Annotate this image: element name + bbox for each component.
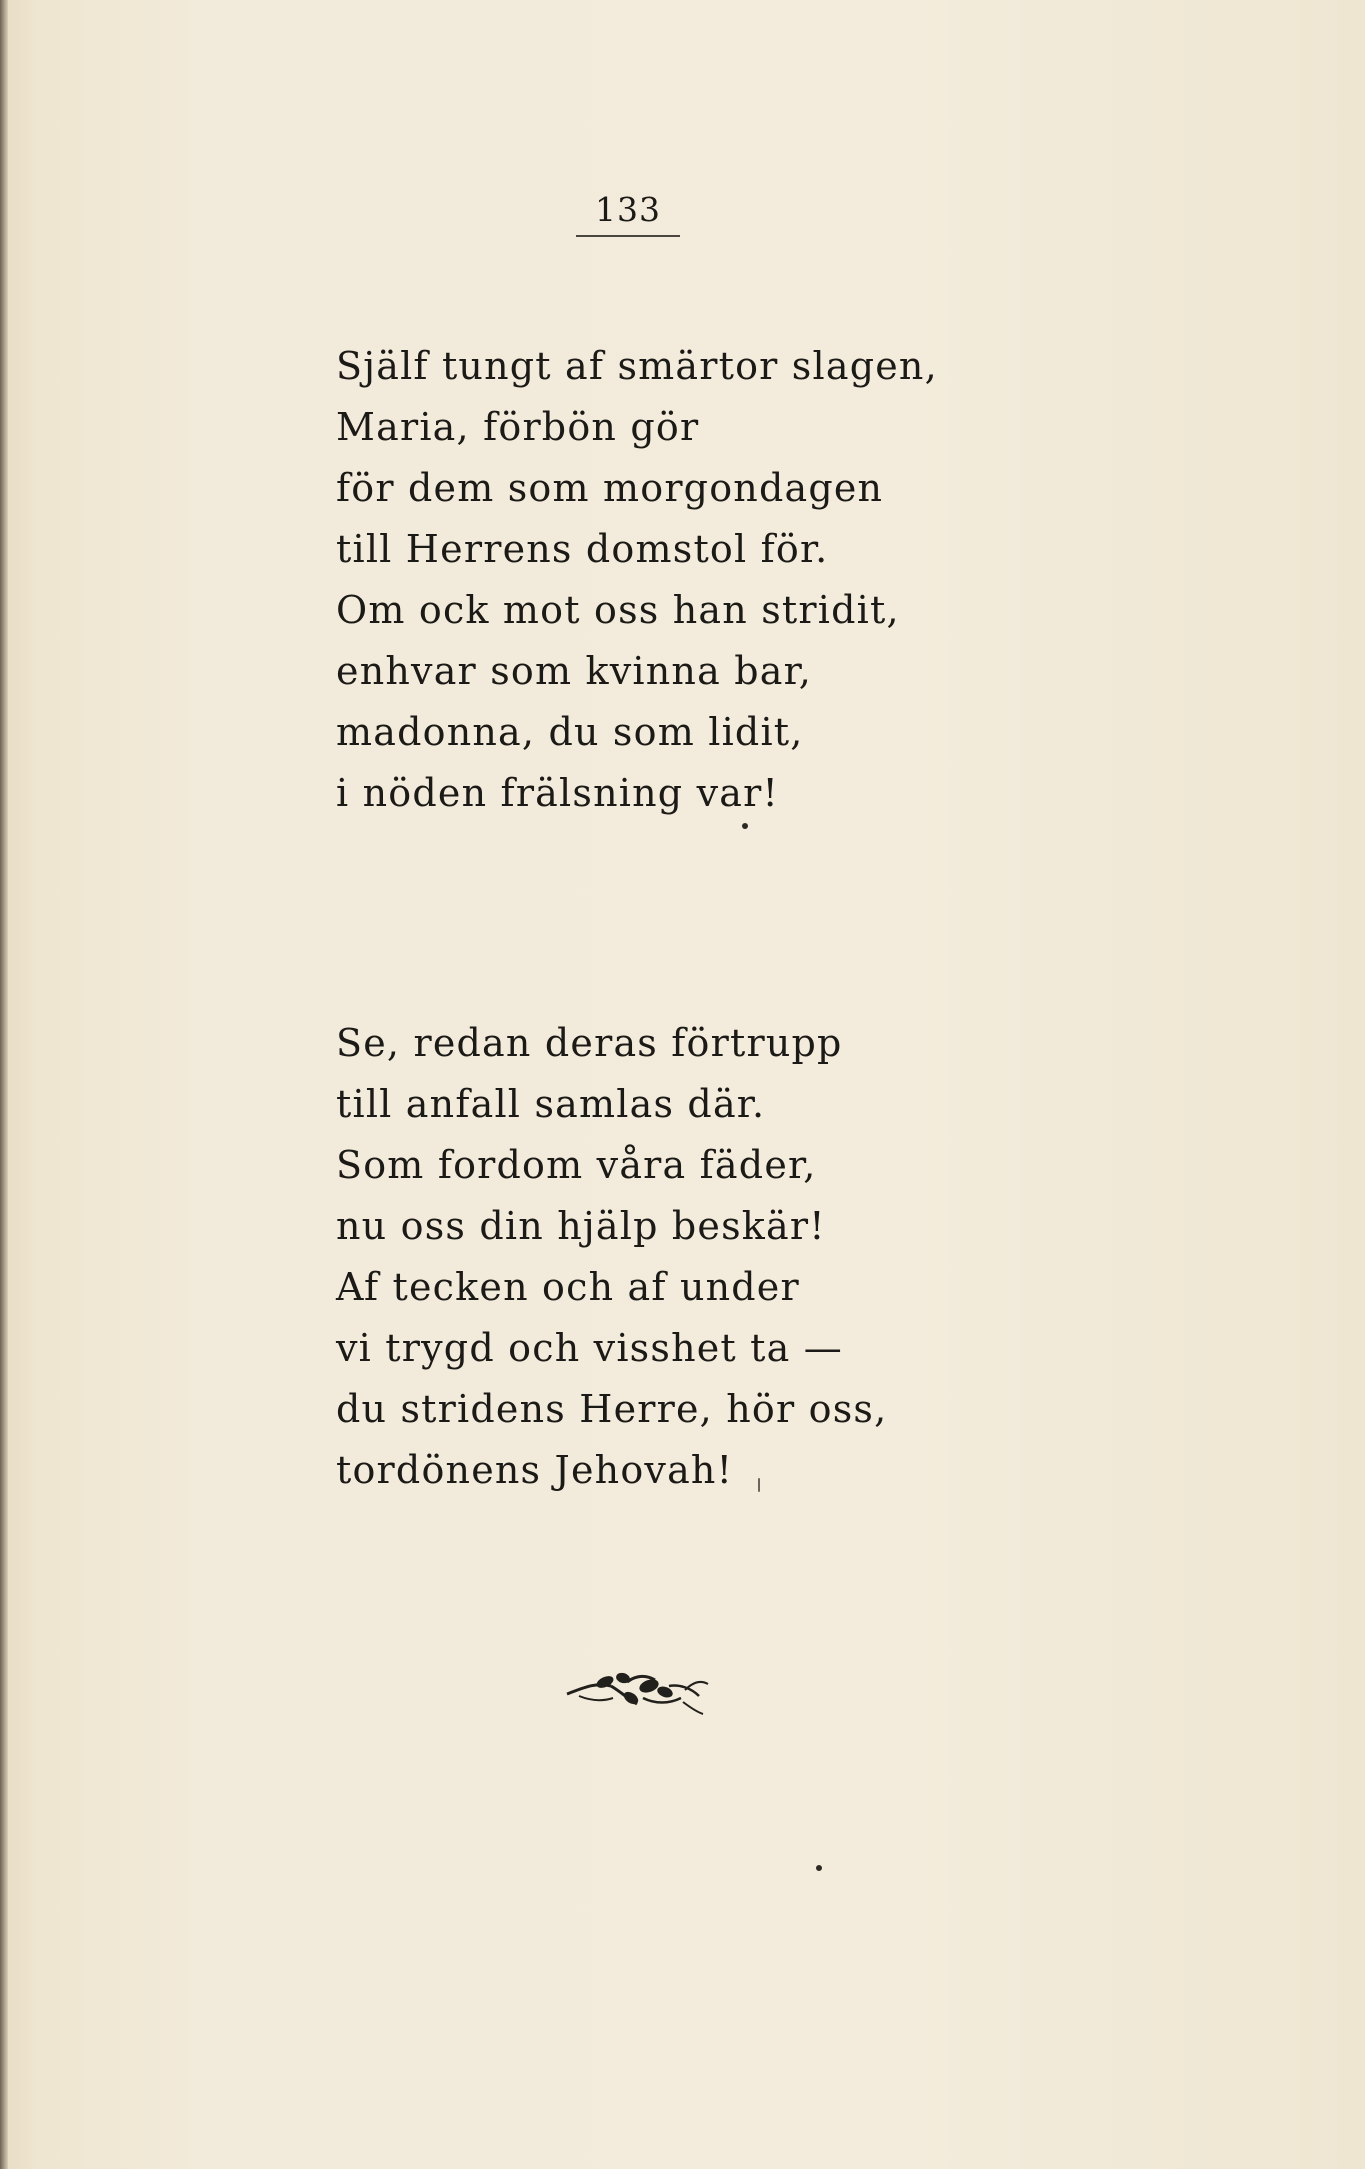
page-number: 133 [595, 190, 661, 229]
verse-line: Om ock mot oss han stridit, [336, 588, 900, 632]
verse-line: till Herrens domstol för. [336, 527, 829, 571]
verse-line: vi trygd och visshet ta — [336, 1326, 843, 1370]
verse-line: enhvar som kvinna bar, [336, 649, 813, 693]
stanza-1 [336, 336, 938, 824]
verse-line: för dem som morgondagen [336, 466, 884, 510]
print-speck [816, 1865, 822, 1871]
verse-line: i nöden frälsning var! [336, 771, 779, 815]
verse-line: Maria, förbön gör [336, 405, 700, 449]
stanza-2 [336, 1013, 887, 1501]
print-speck [758, 1478, 760, 1492]
verse-line: madonna, du som lidit, [336, 710, 804, 754]
verse-line: till anfall samlas där. [336, 1082, 766, 1126]
verse-line: Själf tungt af smärtor slagen, [336, 344, 938, 388]
print-speck [742, 823, 748, 829]
binding-edge [0, 0, 8, 2169]
floral-vignette-icon [565, 1668, 710, 1718]
verse-line: Se, redan deras förtrupp [336, 1021, 843, 1065]
verse-line: nu oss din hjälp beskär! [336, 1204, 826, 1248]
page-number-rule [576, 235, 680, 237]
verse-line: du stridens Herre, hör oss, [336, 1387, 888, 1431]
verse-line: Af tecken och af under [336, 1265, 800, 1309]
verse-line: Som fordom våra fäder, [336, 1143, 817, 1187]
verse-line: tordönens Jehovah! [336, 1448, 734, 1492]
